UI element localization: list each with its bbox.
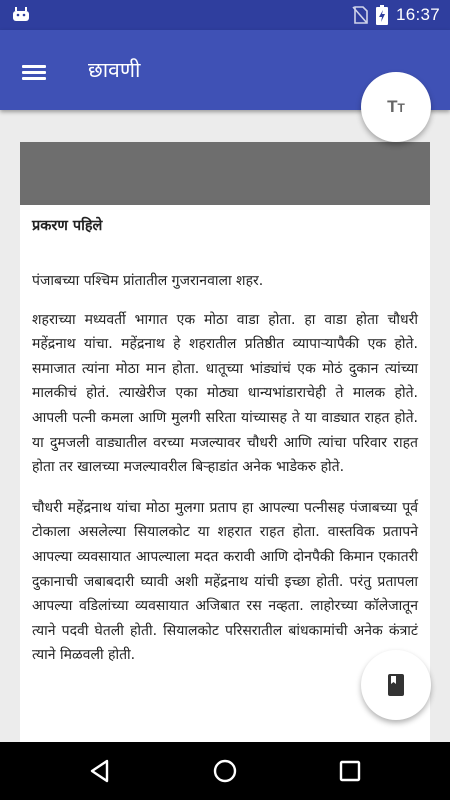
paragraph: चौधरी महेंद्रनाथ यांचा मोठा मुलगा प्रताप हा आपल्या पत्नीसह पंजाबच्या पूर्व टोकाला असलेल्या सियालकोट या शहरात राहत होता. वास्तविक प्रतापने आपल्या व्यवसायात आपल्याला मदत करावी आणि दोनपैकी किमान एकातरी दुकानाची जबाबदारी घ्यावी अशी महेंद्रनाथ यांची इच्छा होती. परंतु प्रतापला आपल्या वडिलांच्या व्यवसायात अजिबात रस नव्हता. लाहोरच्या कॉलेजातून त्याने पदवी घेतली होती. सियालकोट परिसरातील बांधकामांची अनेक कंत्राटं त्याने मिळवली होती. [32,499,418,664]
chapter-content [20,215,430,668]
recents-square-icon[interactable] [335,756,365,786]
banner-image [20,142,430,205]
text-size-icon: TT [387,97,405,116]
home-circle-icon[interactable] [210,756,240,786]
no-sim-icon [352,6,368,24]
paragraph: शहराच्या मध्यवर्ती भागात एक मोठा वाडा होता. हा वाडा होता चौधरी महेंद्रनाथ यांचा. महेंद्रनाथ हे शहरातील प्रतिष्ठीत व्यापाऱ्यापैकी एक होते. समाजात त्यांना मोठा मान होता. धातूच्या भांड्यांचं एक मोठं दुकान त्यांच्या मालकीचं होतं. त्याखेरीज एका मोठ्या धान्यभांडाराचेही ते मालक होते. आपली पत्नी कमला आणि मुलगी सरिता यांच्यासह ते या वाड्यात राहत होते. या दुमजली वाड्यातील वरच्या मजल्यावर चौधरी आणि त्यांचा परिवार राहत होता तर खालच्या मजल्यावरील बिऱ्हाडांत अनेक भाडेकरु होते. [32,311,418,476]
book-button[interactable] [361,650,431,720]
page-title: छावणी [88,58,141,82]
system-nav-bar [0,742,450,800]
back-triangle-icon[interactable] [85,756,115,786]
android-icon [12,7,30,21]
content-card [20,142,430,742]
chapter-title: प्रकरण पहिले [32,218,103,234]
status-time: 16:37 [395,5,440,24]
book-icon [387,674,405,696]
battery-charging-icon [376,5,388,25]
hamburger-menu-icon[interactable] [22,65,48,81]
paragraph: पंजाबच्या पश्चिम प्रांतातील गुजरानवाला शहर. [32,273,264,289]
status-bar [0,0,450,30]
text-size-button[interactable] [361,72,431,142]
